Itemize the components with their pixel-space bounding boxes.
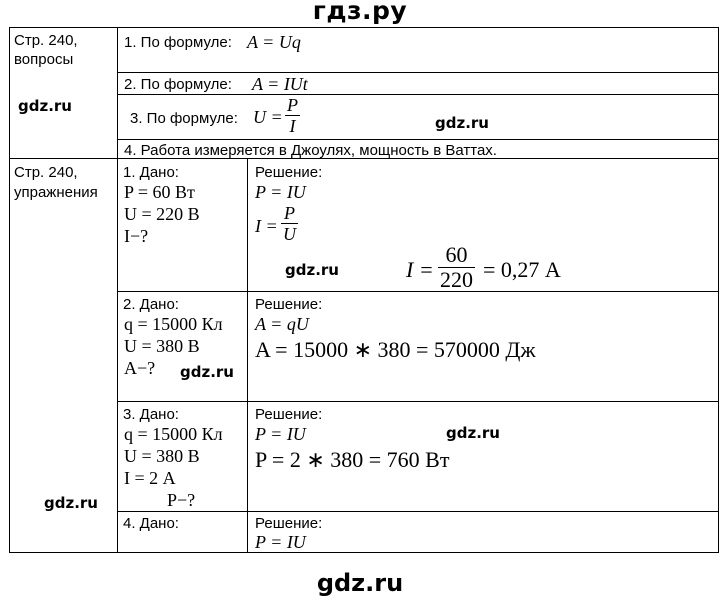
exercise-3-given-line: U = 380 В bbox=[124, 446, 200, 466]
exercise-1-given-line: P = 60 Вт bbox=[124, 182, 195, 202]
question-1-prefix: 1. По формуле: bbox=[124, 34, 232, 51]
exercise-3-calculation: P = 2 ∗ 380 = 760 Вт bbox=[255, 447, 450, 472]
question-4-text: 4. Работа измеряется в Джоулях, мощность в Ваттах. bbox=[124, 142, 497, 159]
question-2-formula: A = IUt bbox=[252, 74, 308, 94]
exercise-3-given-line: q = 15000 Кл bbox=[124, 424, 223, 444]
exercise-1-given-title: 1. Дано: bbox=[123, 164, 179, 181]
exercise-3-formula: P = IU bbox=[255, 424, 306, 444]
question-3-denominator: I bbox=[285, 115, 300, 136]
exercise-3-given-title: 3. Дано: bbox=[123, 406, 179, 423]
exercise-3-given-line: P−? bbox=[167, 490, 196, 510]
exercise-2-given-title: 2. Дано: bbox=[123, 296, 179, 313]
exercise-1-result-fraction bbox=[438, 243, 475, 292]
questions-label-kind: вопросы bbox=[14, 51, 74, 68]
exercise-1-given-line: U = 220 В bbox=[124, 204, 200, 224]
exercise-2-calculation: A = 15000 ∗ 380 = 570000 Дж bbox=[255, 337, 536, 362]
exercise-2-given-line: q = 15000 Кл bbox=[124, 314, 223, 334]
exercise-1-result-numerator: 60 bbox=[445, 242, 468, 267]
site-header: гдз.ру bbox=[312, 0, 408, 25]
question-3-prefix: 3. По формуле: bbox=[130, 110, 238, 127]
watermark: gdz.ru bbox=[44, 494, 98, 512]
questions-label-page: Стр. 240, bbox=[14, 32, 78, 49]
site-footer: gdz.ru bbox=[316, 569, 404, 597]
exercise-2-given-line: A−? bbox=[124, 358, 156, 378]
exercise-2-solution-title: Решение: bbox=[255, 296, 323, 313]
question-1-formula: A = Uq bbox=[247, 32, 301, 52]
watermark: gdz.ru bbox=[285, 261, 339, 279]
watermark: gdz.ru bbox=[435, 114, 489, 132]
exercise-1-given-line: I−? bbox=[124, 226, 149, 246]
exercise-1-numerator: P bbox=[284, 203, 295, 223]
exercise-2-formula: A = qU bbox=[255, 314, 309, 334]
exercise-3-solution-title: Решение: bbox=[255, 406, 323, 423]
exercise-1-formula: P = IU bbox=[255, 182, 306, 202]
exercises-label-kind: упражнения bbox=[14, 184, 98, 201]
exercise-1-fraction bbox=[281, 203, 298, 244]
exercise-1-result-rhs: = 0,27 А bbox=[483, 257, 561, 282]
watermark: gdz.ru bbox=[18, 97, 72, 115]
question-3-numerator: P bbox=[287, 95, 298, 115]
exercise-4-given-title: 4. Дано: bbox=[123, 515, 179, 532]
exercise-1-solution-title: Решение: bbox=[255, 164, 323, 181]
exercise-4-formula: P = IU bbox=[255, 532, 306, 552]
watermark: gdz.ru bbox=[180, 363, 234, 381]
exercise-1-denominator: U bbox=[283, 224, 296, 244]
question-3-fraction bbox=[285, 95, 300, 136]
exercises-label-page: Стр. 240, bbox=[14, 164, 78, 181]
question-3-lhs: U = bbox=[253, 107, 283, 127]
exercise-3-given-line: I = 2 А bbox=[124, 468, 176, 488]
exercise-2-given-line: U = 380 В bbox=[124, 336, 200, 356]
question-2-prefix: 2. По формуле: bbox=[124, 76, 232, 93]
watermark: gdz.ru bbox=[446, 424, 500, 442]
exercise-1-result-lhs: I = bbox=[406, 257, 434, 282]
exercise-1-result-denominator: 220 bbox=[440, 267, 473, 292]
exercise-1-fraction-lhs: I = bbox=[255, 216, 278, 236]
exercise-4-solution-title: Решение: bbox=[255, 515, 323, 532]
